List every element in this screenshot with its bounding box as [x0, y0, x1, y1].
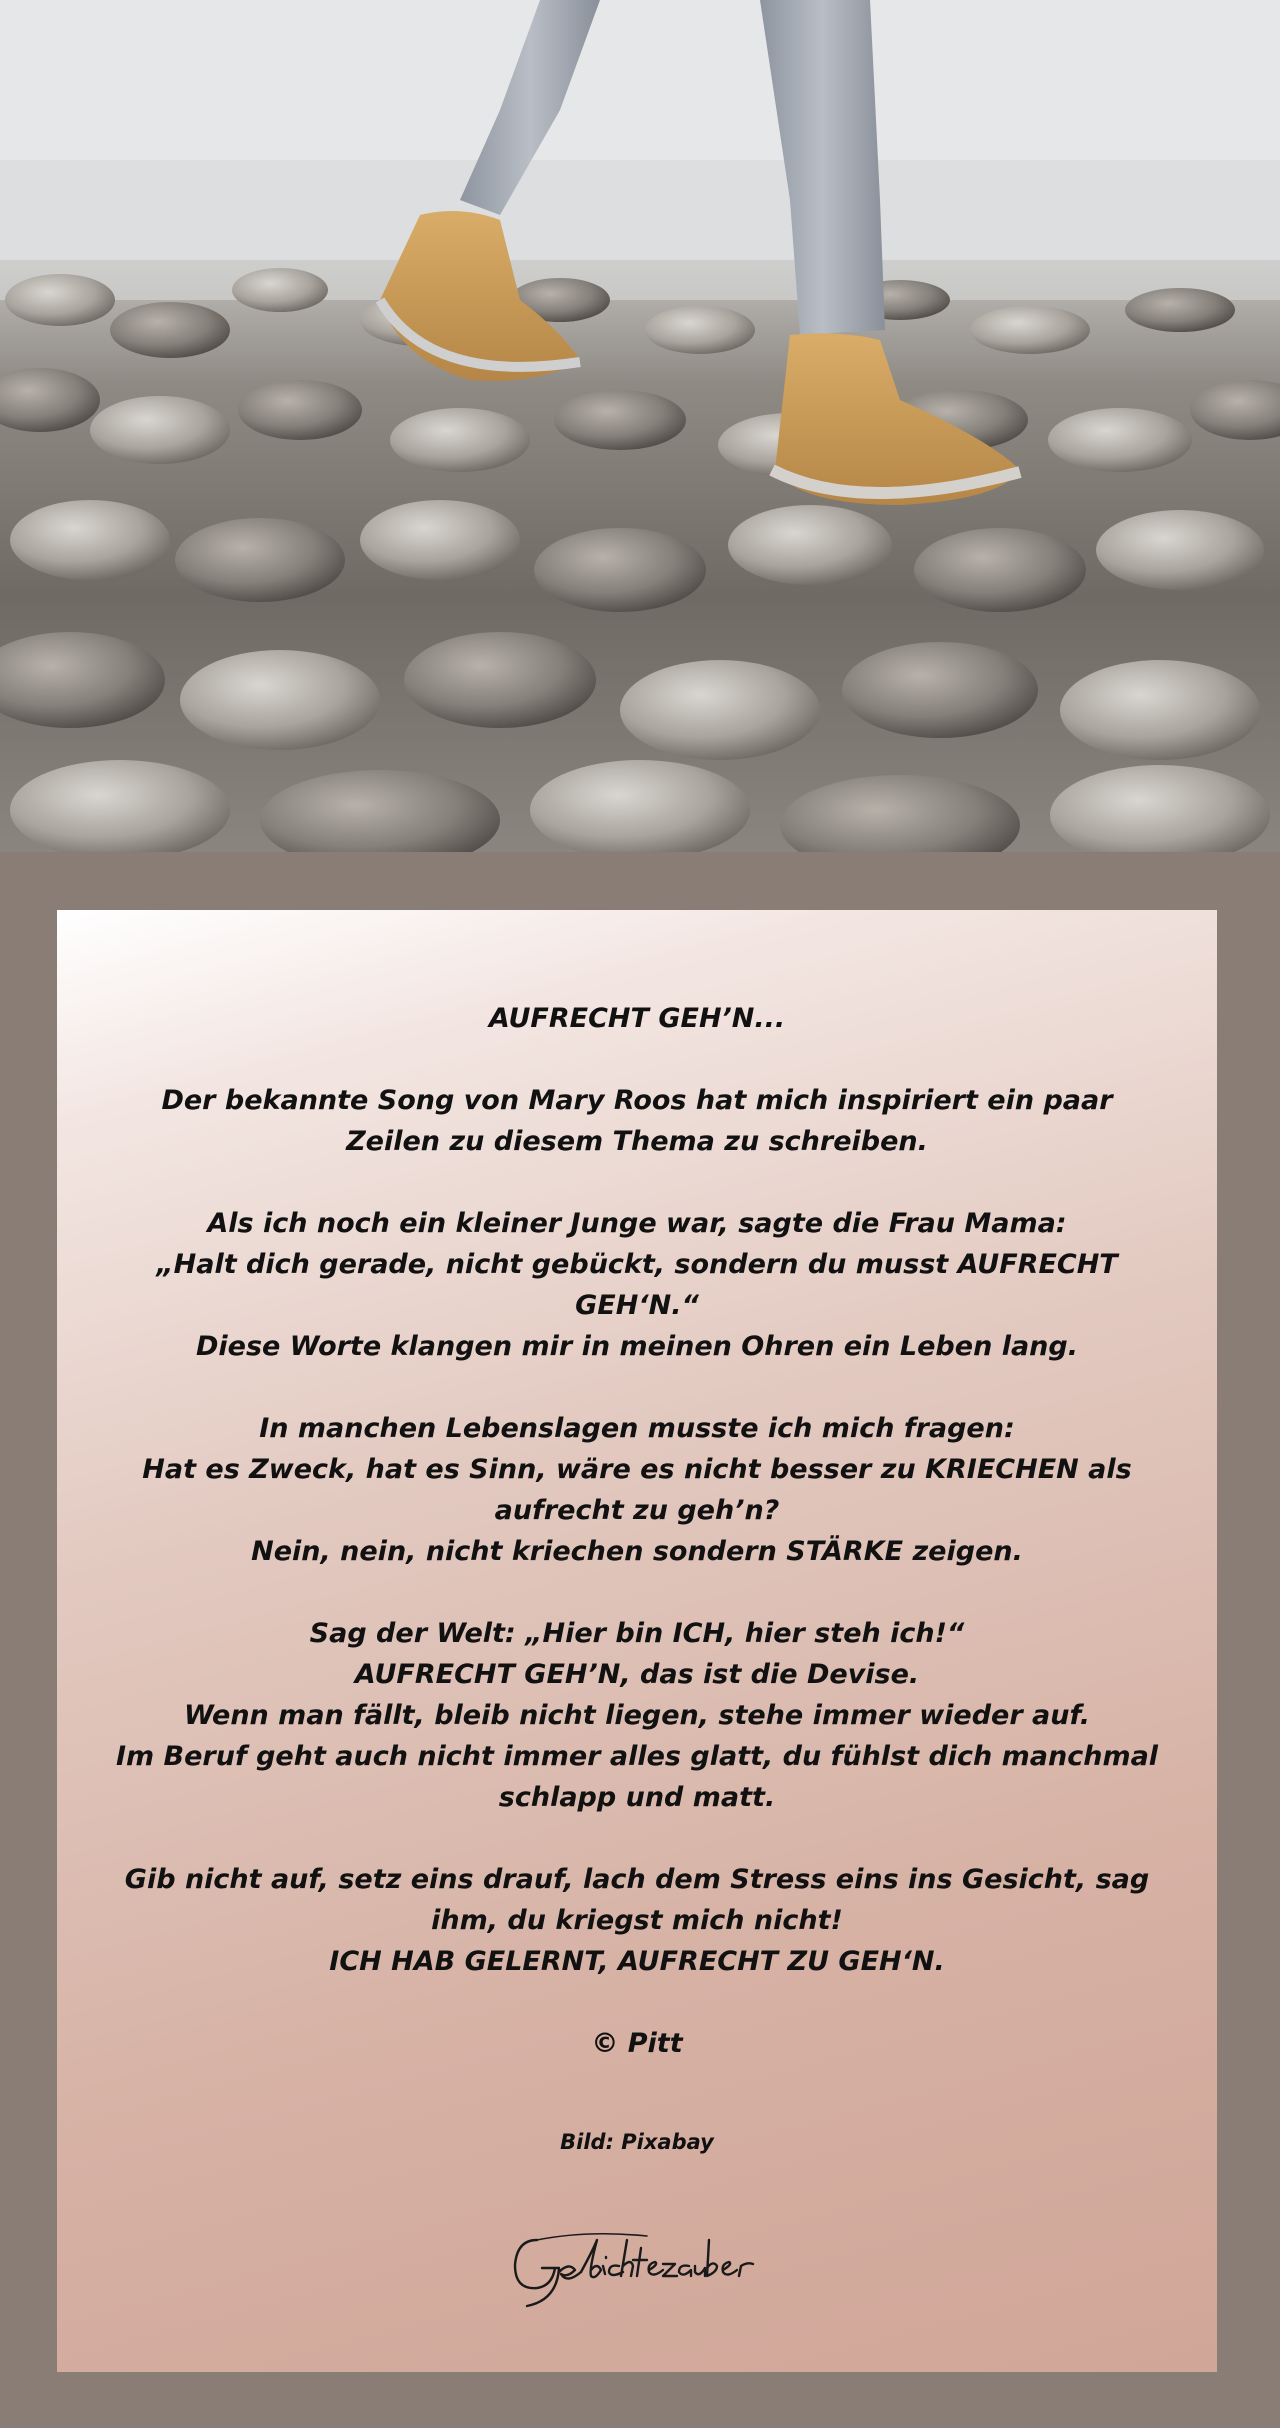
poem-line: ICH HAB GELERNT, AUFRECHT ZU GEH‘N. — [329, 1946, 945, 1977]
poem-stanza-4 — [57, 1859, 1217, 1982]
poem-line: aufrecht zu geh’n? — [494, 1495, 780, 1526]
pebble-beach-image — [0, 0, 1280, 852]
poem-line: Hat es Zweck, hat es Sinn, wäre es nicht besser zu KRIECHEN als — [142, 1454, 1132, 1485]
poem-line: Zeilen zu diesem Thema zu schreiben. — [346, 1126, 928, 1157]
image-credit: Bild: Pixabay — [560, 2130, 714, 2154]
poem-line: ihm, du kriegst mich nicht! — [431, 1905, 843, 1936]
poem-line: In manchen Lebenslagen musste ich mich fragen: — [259, 1413, 1015, 1444]
poem-line: Diese Worte klangen mir in meinen Ohren ein Leben lang. — [196, 1331, 1078, 1362]
copyright-line: © Pitt — [591, 2028, 683, 2059]
header-photo — [0, 0, 1280, 852]
poem-line: Als ich noch ein kleiner Junge war, sagte die Frau Mama: — [207, 1208, 1067, 1239]
poem-card — [57, 910, 1217, 2372]
poem-line: „Halt dich gerade, nicht gebückt, sondern du musst AUFRECHT — [156, 1249, 1118, 1280]
poem-intro — [57, 1080, 1217, 1162]
poem-line: Gib nicht auf, setz eins drauf, lach dem Stress eins ins Gesicht, sag — [124, 1864, 1150, 1895]
poem-line: Nein, nein, nicht kriechen sondern STÄRKE zeigen. — [251, 1536, 1023, 1567]
signature-logo — [497, 2210, 777, 2310]
poem-stanza-3 — [57, 1613, 1217, 1818]
poem-line: Sag der Welt: „Hier bin ICH, hier steh ich!“ — [309, 1618, 965, 1649]
poem — [57, 998, 1217, 2064]
poem-line: Der bekannte Song von Mary Roos hat mich inspiriert ein paar — [161, 1085, 1113, 1116]
poem-line: AUFRECHT GEH’N, das ist die Devise. — [354, 1659, 920, 1690]
poem-line: GEH‘N.“ — [575, 1290, 699, 1321]
poem-line: Wenn man fällt, bleib nicht liegen, stehe immer wieder auf. — [183, 1700, 1091, 1731]
pebbles — [0, 268, 1280, 852]
poem-title: AUFRECHT GEH’N... — [488, 1003, 786, 1034]
poem-line: Im Beruf geht auch nicht immer alles glatt, du fühlst dich manchmal — [115, 1741, 1159, 1772]
poem-line: schlapp und matt. — [498, 1782, 776, 1813]
poem-stanza-2 — [57, 1408, 1217, 1572]
poem-stanza-1 — [57, 1203, 1217, 1367]
poem-title-block — [57, 998, 1217, 1039]
